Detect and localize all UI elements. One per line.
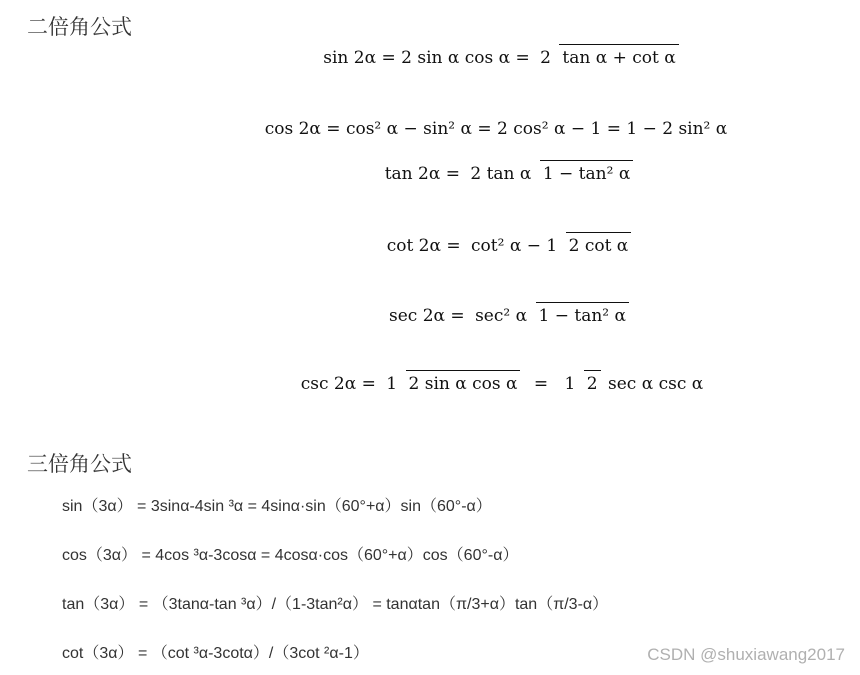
- fraction-half: [562, 374, 601, 394]
- formula-sec-2a: [80, 305, 860, 326]
- heading-double-angle: 二倍角公式: [27, 15, 132, 39]
- equals-sign: =: [533, 373, 549, 394]
- denominator: 1 − tan² α: [540, 160, 633, 184]
- numerator: sec² α: [475, 305, 528, 326]
- formula-cot-3a: cot（3α） = （cot ³α-3cotα）/（3cot ²α-1）: [62, 645, 369, 662]
- formula-lhs: sec 2α =: [389, 305, 465, 326]
- watermark: CSDN @shuxiawang2017: [647, 645, 845, 664]
- numerator: 2: [540, 47, 551, 68]
- formula-tan-3a: tan（3α） = （3tanα-tan ³α）/（1-3tan²α） = tanαtan（π/3+α）tan（π/3-α）: [62, 596, 609, 613]
- formula-sin-2a: [72, 47, 860, 68]
- fraction: [472, 306, 629, 326]
- heading-triple-angle: 三倍角公式: [27, 452, 132, 476]
- formula-lhs: sin 2α = 2 sin α cos α =: [323, 47, 530, 68]
- formula-csc-2a: [72, 373, 860, 394]
- formula-cos-2a: [66, 118, 860, 139]
- fraction: [537, 48, 679, 68]
- denominator: 1 − tan² α: [536, 302, 629, 326]
- formula-lhs: tan 2α =: [384, 163, 460, 184]
- formula-rhs: sec α csc α: [608, 373, 704, 394]
- fraction: [467, 164, 633, 184]
- formula-cos-3a: cos（3α） = 4cos ³α-3cosα = 4cosα·cos（60°+α）cos（60°-α）: [62, 547, 519, 564]
- numerator: cot² α − 1: [471, 235, 558, 256]
- denominator: tan α + cot α: [559, 44, 678, 68]
- denominator: 2 cot α: [566, 232, 632, 256]
- formula-cot-2a: [80, 235, 860, 256]
- formula-text: cos 2α = cos² α − sin² α = 2 cos² α − 1 = 1 − 2 sin² α: [264, 118, 728, 139]
- numerator: 1: [564, 373, 576, 394]
- numerator: 2 tan α: [470, 163, 532, 184]
- formula-lhs: csc 2α =: [300, 373, 376, 394]
- formula-tan-2a: [80, 163, 860, 184]
- formula-sin-3a: sin（3α） = 3sinα-4sin ³α = 4sinα·sin（60°+α）sin（60°-α）: [62, 498, 492, 515]
- numerator: 1: [386, 373, 398, 394]
- denominator: 2: [584, 370, 601, 394]
- formula-lhs: cot 2α =: [386, 235, 461, 256]
- denominator: 2 sin α cos α: [406, 370, 521, 394]
- fraction: [383, 374, 520, 394]
- fraction: [468, 236, 631, 256]
